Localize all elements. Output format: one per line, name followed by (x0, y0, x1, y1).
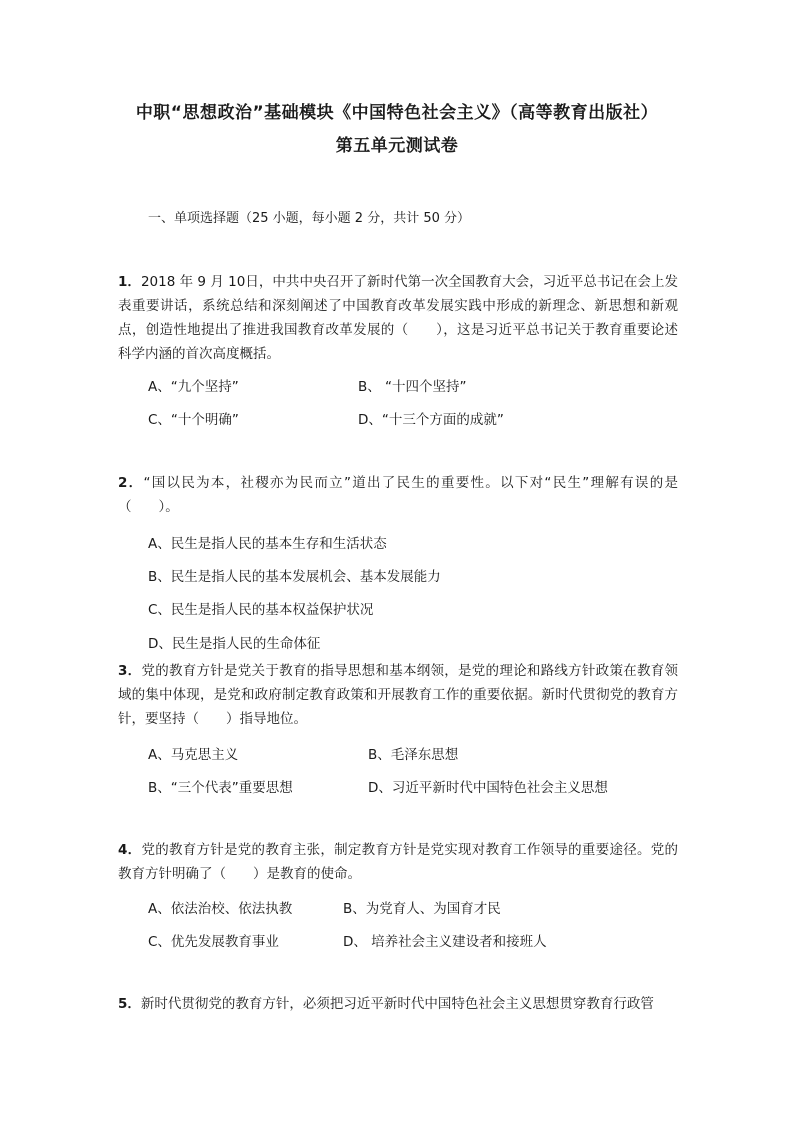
document-title: 中职“思想政治”基础模块《中国特色社会主义》（高等教育出版社） (135, 103, 659, 123)
question-number: 3． (118, 663, 142, 679)
question-number: 2． (118, 475, 144, 491)
question-4 (118, 838, 678, 886)
question-number: 4． (118, 842, 142, 858)
question-4-option-b: B、为党育人、为国育才民 (343, 901, 501, 917)
question-3-option-c: B、“三个代表”重要思想 (148, 780, 293, 796)
question-4-option-d: D、 培养社会主义建设者和接班人 (343, 934, 547, 950)
section-heading: 一、单项选择题（25 小题，每小题 2 分，共计 50 分） (148, 211, 471, 226)
question-text: 新时代贯彻党的教育方针，必须把习近平新时代中国特色社会主义思想贯穿教育行政管 (140, 996, 654, 1012)
question-number: 5． (118, 996, 141, 1012)
question-4-option-a: A、依法治校、依法执教 (148, 901, 293, 917)
question-1-option-b: B、 “十四个坚持” (358, 379, 467, 395)
question-3-option-b: B、毛泽东思想 (368, 747, 459, 763)
question-2-option-b: B、民生是指人民的基本发展机会、基本发展能力 (148, 569, 441, 585)
question-1-option-a: A、“九个坚持” (148, 379, 239, 395)
document-subtitle: 第五单元测试卷 (335, 136, 459, 156)
question-3-option-d: D、习近平新时代中国特色社会主义思想 (368, 780, 608, 796)
question-5 (118, 992, 678, 1016)
question-text: 2018 年 9 月 10日，中共中央召开了新时代第一次全国教育大会，习近平总书记在会上发表重要讲话，系统总结和深刻阐述了中国教育改革发展实践中形成的新理念、新思想和新观点，创造性地提出了推进我国教育改革发展的（ ），这是习近平总书记关于教育重要论述科学内涵的首次高度概括。 (118, 274, 678, 362)
question-1-option-c: C、“十个明确” (148, 412, 239, 428)
question-1 (118, 270, 678, 366)
question-2-option-a: A、民生是指人民的基本生存和生活状态 (148, 536, 387, 552)
question-text: 党的教育方针是党的教育主张，制定教育方针是党实现对教育工作领导的重要途径。党的教育方针明确了（ ）是教育的使命。 (118, 842, 679, 882)
question-2 (118, 471, 678, 519)
question-number: 1． (118, 274, 141, 290)
question-3-option-a: A、马克思主义 (148, 747, 239, 763)
question-4-option-c: C、优先发展教育事业 (148, 934, 279, 950)
question-text: 党的教育方针是党关于教育的指导思想和基本纲领，是党的理论和路线方针政策在教育领域的集中体现，是党和政府制定教育政策和开展教育工作的重要依据。新时代贯彻党的教育方针，要坚持（ ）指导地位。 (118, 663, 679, 727)
question-2-option-d: D、民生是指人民的生命体征 (148, 636, 321, 652)
question-1-option-d: D、“十三个方面的成就” (358, 412, 504, 428)
question-3 (118, 659, 678, 731)
question-text: “国以民为本，社稷亦为民而立”道出了民生的重要性。以下对“民生”理解有误的是（ ）。 (118, 475, 678, 515)
question-2-option-c: C、民生是指人民的基本权益保护状况 (148, 602, 374, 618)
